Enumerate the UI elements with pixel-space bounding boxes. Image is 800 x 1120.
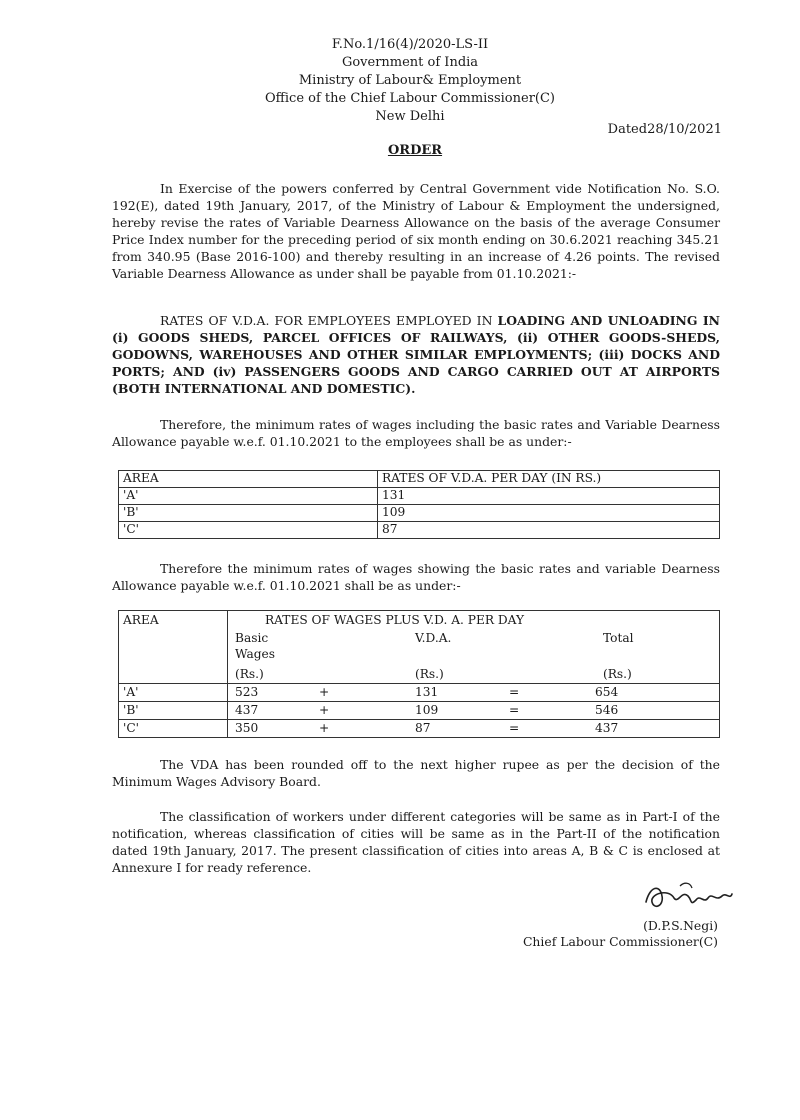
wages-header-group: RATES OF WAGES PLUS V.D. A. PER DAY <box>265 613 525 627</box>
signature-icon <box>640 876 736 916</box>
wages-header-basic-2: Wages <box>235 647 276 661</box>
equals-sign: = <box>509 703 520 717</box>
table-cell-rate: 109 <box>378 505 720 522</box>
scope-lead: RATES OF V.D.A. FOR EMPLOYEES EMPLOYED IN <box>160 313 498 328</box>
paragraph-min-rates: Therefore, the minimum rates of wages including the basic rates and Variable Dearness Allowance payable w.e.f. 01.10.2021 to the employees shall be as under:- <box>112 417 720 449</box>
wages-header-total: Total <box>603 631 634 645</box>
wages-cell-area: 'A' <box>123 685 139 699</box>
file-number: F.No.1/16(4)/2020-LS-II <box>331 37 489 52</box>
office-name: Office of the Chief Labour Commissioner(C) <box>265 91 555 106</box>
city-name: New Delhi <box>375 109 445 124</box>
wages-header-vda-unit: (Rs.) <box>415 667 444 681</box>
paragraph-rounding: The VDA has been rounded off to the next higher rupee as per the decision of the Minimum Wages Advisory Board. <box>112 757 720 789</box>
wages-cell-total: 654 <box>595 685 619 699</box>
table-cell-area: 'B' <box>119 505 378 522</box>
signatory-title: Chief Labour Commissioner(C) <box>522 934 718 949</box>
wages-header-area: AREA <box>123 613 159 627</box>
paragraph-intro: In Exercise of the powers conferred by Central Government vide Notification No. S.O. 192(E), dated 19th January, 2017, of the Ministry of Labour & Employment the undersigned, hereby revise the rates of Variable Dearness Allowance on the basis of the average Consumer Price Index number for the preceding period of six month ending on 30.6.2021 reaching 345.21 from 340.95 (Base 2016-100) and thereby resulting in an increase of 4.26 points. The revised Variable Dearness Allowance as under shall be payable from 01.10.2021:- <box>112 181 720 281</box>
wages-cell-total: 546 <box>595 703 619 717</box>
table-row <box>119 488 720 505</box>
vda-table <box>118 470 720 539</box>
equals-sign: = <box>509 685 520 699</box>
plus-sign: + <box>319 721 330 735</box>
table-cell-area: 'C' <box>119 522 378 539</box>
table-row <box>119 505 720 522</box>
wages-cell-basic: 437 <box>235 703 259 717</box>
ministry-name: Ministry of Labour& Employment <box>298 73 522 88</box>
equals-sign: = <box>509 721 520 735</box>
scope-bold: LOADING AND UNLOADING IN (i) GOODS SHEDS, PARCEL OFFICES OF RAILWAYS, (ii) OTHER GOODS-SHEDS, GODOWNS, WAREHOUSES AND OTHER SIMILAR EMPLOYMENTS; (iii) DOCKS AND PORTS; AND (iv) PASSENGERS GOODS AND CARGO CARRIED OUT AT AIRPORTS (BOTH INTERNATIONAL AND DOMESTIC). <box>112 313 720 396</box>
table-row <box>119 471 720 488</box>
wages-cell-area: 'C' <box>123 721 140 735</box>
wages-cell-basic: 523 <box>235 685 259 699</box>
paragraph-classification: The classification of workers under different categories will be same as in Part-I of the notification, whereas classification of cities will be same as in the Part-II of the notification dated 19th January, 2017. The present classification of cities into areas A, B & C is enclosed at Annexure I for ready reference. <box>112 809 720 875</box>
table-header-rate: RATES OF V.D.A. PER DAY (IN RS.) <box>378 471 720 488</box>
wages-cell-basic: 350 <box>235 721 259 735</box>
wages-header-basic: Basic <box>235 631 269 645</box>
govt-name: Government of India <box>341 55 479 70</box>
plus-sign: + <box>319 703 330 717</box>
table-cell-rate: 131 <box>378 488 720 505</box>
wages-cell-vda: 87 <box>415 721 431 735</box>
wages-header-vda: V.D.A. <box>415 631 452 645</box>
table-cell-area: 'A' <box>119 488 378 505</box>
table-header-area: AREA <box>119 471 378 488</box>
paragraph-scope <box>112 312 720 397</box>
plus-sign: + <box>319 685 330 699</box>
signatory-name: (D.P.S.Negi) <box>643 918 718 933</box>
wages-header-total-unit: (Rs.) <box>603 667 632 681</box>
date-line: Dated28/10/2021 <box>607 122 722 137</box>
wages-cell-vda: 131 <box>415 685 439 699</box>
wages-cell-total: 437 <box>595 721 619 735</box>
wages-cell-area: 'B' <box>123 703 139 717</box>
table-cell-rate: 87 <box>378 522 720 539</box>
table-row <box>119 522 720 539</box>
order-title: ORDER <box>387 143 443 158</box>
wages-table <box>118 610 720 738</box>
paragraph-wages-intro: Therefore the minimum rates of wages showing the basic rates and variable Dearness Allowance payable w.e.f. 01.10.2021 shall be as under:- <box>112 561 720 593</box>
wages-cell-vda: 109 <box>415 703 439 717</box>
wages-header-basic-unit: (Rs.) <box>235 667 264 681</box>
